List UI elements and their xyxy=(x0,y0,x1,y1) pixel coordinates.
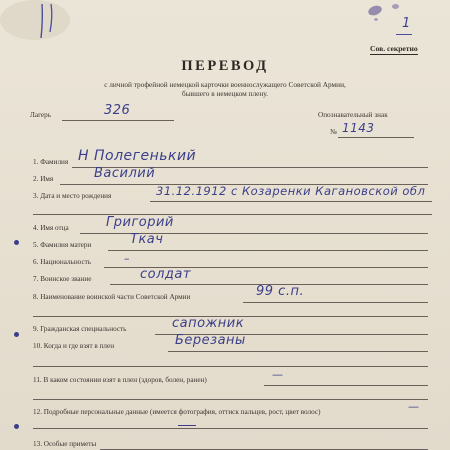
subtitle-line-2: бывшего в немецком плену. xyxy=(182,89,268,98)
field-condition-value: — xyxy=(272,368,284,381)
field-condition-label: 11. В каком состоянии взят в плен (здоров, болен, ранен) xyxy=(33,376,207,384)
id-mark-value: 1143 xyxy=(342,121,375,135)
field-unit-label: 8. Наименование воинской части Советской Армии xyxy=(33,293,191,301)
field-unit-line xyxy=(243,302,428,303)
id-mark-prefix: № xyxy=(330,128,337,136)
field-civil-profession-value: сапожник xyxy=(172,316,245,331)
field-name-label: 2. Имя xyxy=(33,175,54,183)
subtitle-line-1: с личной трофейной немецкой карточки военнослужащего Советской Армии, xyxy=(104,80,346,89)
field-nationality-value: – xyxy=(124,252,130,265)
margin-dot xyxy=(14,424,19,429)
document-title: ПЕРЕВОД xyxy=(181,58,269,74)
field-mother-value: Ткач xyxy=(130,232,164,247)
field-special-marks-label: 13. Особые приметы xyxy=(33,440,97,448)
handwritten-dash xyxy=(178,425,196,426)
camp-value: 326 xyxy=(104,103,131,118)
field-father-label: 4. Имя отца xyxy=(33,224,69,232)
document-subtitle xyxy=(60,80,390,98)
field-captured-label: 10. Когда и где взят в плен xyxy=(33,342,115,350)
field-personal-data-line xyxy=(33,428,428,429)
field-surname-value: Н Полегенький xyxy=(78,148,197,164)
field-birth-line-2 xyxy=(33,214,432,215)
ink-smudge xyxy=(367,4,383,17)
field-father-value: Григорий xyxy=(106,215,174,230)
id-mark-label: Опознавательный знак xyxy=(318,111,388,119)
field-captured-line-2 xyxy=(33,366,428,367)
field-birth-label: 3. Дата и место рождения xyxy=(33,192,112,200)
field-personal-data-value: — xyxy=(408,400,420,413)
id-mark-line xyxy=(338,137,414,138)
field-surname-label: 1. Фамилия xyxy=(33,158,69,166)
field-condition-line xyxy=(264,385,428,386)
field-rank-value: солдат xyxy=(140,267,191,282)
field-personal-data-label: 12. Подробные персональные данные (имеется фотография, оттиск пальцев, рост, цвет волос) xyxy=(33,408,321,416)
field-birth-value: 31.12.1912 с Козаренки Кагановской обл xyxy=(156,184,426,198)
field-unit-value: 99 с.п. xyxy=(256,284,305,299)
camp-line xyxy=(62,120,174,121)
handwritten-mark xyxy=(36,2,60,42)
field-mother-label: 5. Фамилия матери xyxy=(33,241,92,249)
field-condition-line-2 xyxy=(33,399,428,400)
ink-smudge xyxy=(374,18,378,21)
page-number-underline xyxy=(396,34,412,35)
camp-label: Лагерь xyxy=(30,111,51,119)
ink-smudge xyxy=(392,4,399,9)
margin-dot xyxy=(14,240,19,245)
field-name-value: Василий xyxy=(94,166,156,181)
secrecy-label: Сов. секретно xyxy=(370,44,418,53)
field-rank-label: 7. Воинское звание xyxy=(33,275,92,283)
field-birth-line xyxy=(150,201,432,202)
margin-dot xyxy=(14,332,19,337)
field-nationality-label: 6. Национальность xyxy=(33,258,92,266)
field-mother-line xyxy=(108,250,428,251)
field-captured-value: Березаны xyxy=(175,333,246,348)
field-captured-line xyxy=(168,351,428,352)
field-civil-profession-label: 9. Гражданская специальность xyxy=(33,325,127,333)
page-number: 1 xyxy=(402,16,411,31)
